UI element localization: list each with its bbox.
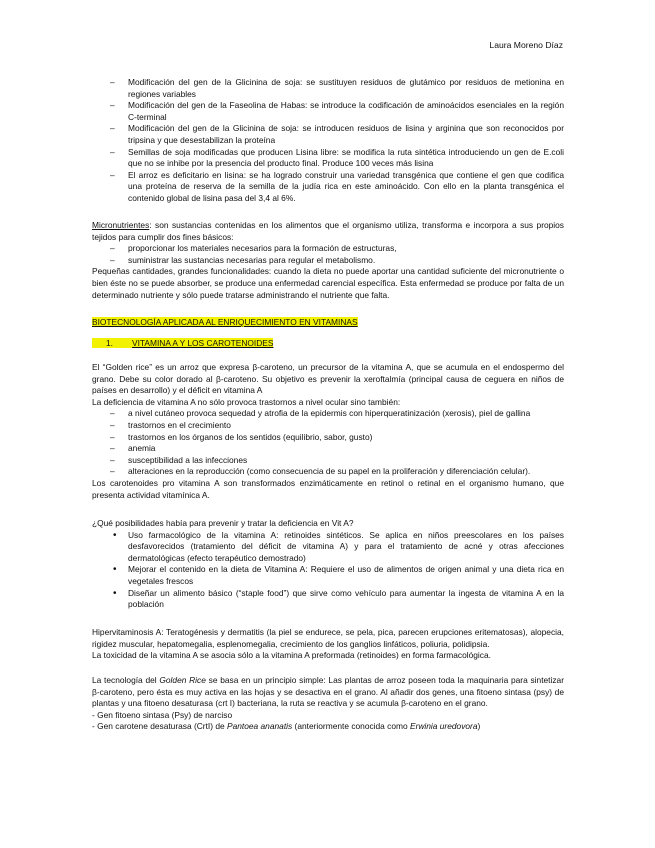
prevention-block	[92, 518, 564, 611]
subsection-heading-block	[92, 338, 564, 350]
list-item: • Diseñar un alimento básico (“staple food”) que sirve como vehículo para aumentar la ingesta de vitamina A en la población	[92, 588, 564, 611]
micronutrients-paragraph	[92, 220, 564, 243]
subsection-title: VITAMINA A Y LOS CAROTENOIDES	[132, 338, 274, 348]
modifications-list	[92, 77, 564, 205]
species-name: Erwinia uredovora	[409, 721, 478, 732]
modifications-list-block	[92, 77, 564, 205]
gene-line-text: )	[477, 721, 481, 732]
list-item: – suministrar las sustancias necesarias para regular el metabolismo.	[92, 255, 564, 267]
list-item: • Uso farmacológico de la vitamina A: retinoides sintéticos. Se aplica en niños preescolares en los países desfavorecidos (tratamiento del déficit de vitamina A) y para el tratamiento de acné y otras afecciones dermatológicas (efecto terapéutico demostrado)	[92, 530, 564, 565]
gene-line-text: (anteriormente conocida como	[292, 721, 410, 732]
hypervitaminosis-paragraph: Hipervitaminosis A: Teratogénesis y dermatitis (la piel se endurece, se pela, pica, parecen erupciones eritematosas), alopecia, rigidez muscular, hepatomegalia, esplenomegalia, crecimiento de los ganglios linfáticos, poliuria, polidipsia.	[92, 627, 564, 649]
list-item: – trastornos en los órganos de los sentidos (equilibrio, sabor, gusto)	[92, 432, 564, 444]
list-item: – El arroz es deficitario en lisina: se ha logrado construir una variedad transgénica que contiene el gen que codifica una proteína de reserva de la semilla de la judía rica en este aminoácido. Con ello en la planta transgénica el contenido global de lisina pasa del 3,4 al 6%.	[92, 170, 564, 205]
list-item: – Modificación del gen de la Glicinina de soja: se introducen residuos de lisina y arginina que son reconocidos por tripsina y que desestabilizan la proteína	[92, 123, 564, 146]
gene-line-text: - Gen carotene desaturasa (CrtI) de	[92, 721, 227, 732]
micronutrients-after-paragraph: Pequeñas cantidades, grandes funcionalidades: cuando la dieta no puede aportar una cantidad suficiente del micronutriente o bien éste no se puede absorber, se produce una enfermedad carencial específica. Esta enfermedad se produce por falta de un determinado nutriente y sólo puede tratarse administrando el nutriente que falta.	[92, 266, 564, 300]
list-item: • Mejorar el contenido en la dieta de Vitamina A: Requiere el uso de alimentos de origen animal y una dieta rica en vegetales frescos	[92, 564, 564, 587]
list-item: – a nivel cutáneo provoca sequedad y atrofia de la epidermis con hiperqueratinización (xerosis), piel de gallina	[92, 408, 564, 420]
deficiency-intro: La deficiencia de vitamina A no sólo provoca trastornos a nivel ocular sino también:	[92, 396, 401, 407]
technology-paragraph	[92, 675, 564, 710]
list-item: – Modificación del gen de la Glicinina de soja: se sustituyen residuos de glutámico por residuos de metionina en regiones variables	[92, 77, 564, 100]
prevention-question: ¿Qué posibilidades había para prevenir y tratar la deficiencia en Vit A?	[92, 518, 354, 528]
golden-rice-term: Golden Rice	[159, 675, 206, 685]
golden-rice-block	[92, 362, 564, 501]
subsection-number: 1.	[106, 338, 113, 348]
author-name: Laura Moreno Díaz	[489, 40, 563, 50]
list-item: – alteraciones en la reproducción (como consecuencia de su papel en la proliferación y diferenciación celular).	[92, 466, 564, 478]
carotenoids-paragraph: Los carotenoides pro vitamina A son transformados enzimáticamente en retinol o retinal en el organismo humano, que presenta actividad vitamínica A.	[92, 477, 564, 500]
list-item: – Modificación del gen de la Faseolina de Habas: se introduce la codificación de aminoácidos esenciales en la región C-terminal	[92, 100, 564, 123]
section-heading-block	[92, 317, 564, 329]
toxicity-paragraph: La toxicidad de la vitamina A se asocia sólo a la vitamina A preformada (retinoides) en forma farmacológica.	[92, 650, 491, 661]
hypervitaminosis-block	[92, 627, 564, 662]
deficiency-list	[92, 408, 564, 478]
micronutrients-list	[92, 243, 564, 266]
gene-line-psy: - Gen fitoeno sintasa (Psy) de narciso	[92, 709, 233, 720]
list-item: – Semillas de soja modificadas que producen Lisina libre: se modifica la ruta sintética introduciendo un gen de E.coli que no se inhibe por la presencia del producto final. Produce 100 veces más lisina	[92, 147, 564, 170]
prevention-list	[92, 530, 564, 611]
micronutrients-definition: : son sustancias contenidas en los alimentos que el organismo utiliza, transforma e incorpora a sus propios tejidos para cumplir dos fines básicos:	[92, 220, 564, 242]
list-item: – proporcionar los materiales necesarios para la formación de estructuras,	[92, 243, 564, 255]
list-item: – anemia	[92, 443, 564, 455]
micronutrients-term: Micronutrientes	[92, 220, 150, 230]
technology-text-rest: se basa en un principio simple: Las plantas de arroz poseen toda la maquinaria para sintetizar β-caroteno, pero ésta es muy activa en las hojas y se desactiva en el grano. Al añadir dos genes, una fitoeno sintasa (psy) de plantas y una fitoeno desaturasa (crt I) bacteriana, la ruta se reactiva y se acumula β-caroteno en el grano.	[92, 675, 565, 709]
section-title: BIOTECNOLOGÍA APLICADA AL ENRIQUECIMIENTO EN VITAMINAS	[92, 317, 358, 327]
gene-line-crti	[92, 721, 564, 733]
species-name: Pantoea ananatis	[227, 721, 293, 732]
list-item: – trastornos en el crecimiento	[92, 420, 564, 432]
technology-text-start: La tecnología del	[92, 675, 160, 685]
golden-rice-paragraph: El “Golden rice” es un arroz que expresa β-caroteno, un precursor de la vitamina A, que se acumula en el endospermo del grano. Debe su color dorado al β-caroteno. Su objetivo es prevenir la xeroftalmía (principal causa de ceguera en niños de países en desarrollo) y el déficit en vitamina A	[92, 362, 564, 396]
micronutrients-block	[92, 220, 564, 301]
technology-block	[92, 675, 564, 733]
list-item: – susceptibilidad a las infecciones	[92, 455, 564, 467]
subsection-heading	[92, 338, 273, 348]
